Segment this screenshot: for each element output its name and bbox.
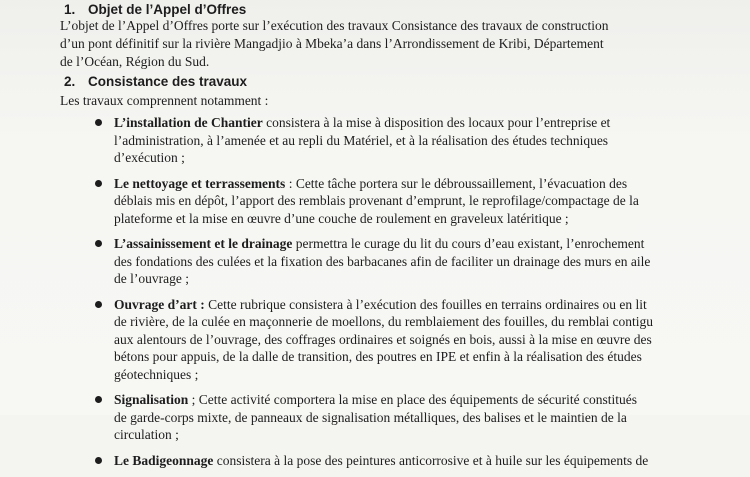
item-lead: L’installation de Chantier xyxy=(114,115,263,130)
item-text: circulation ; xyxy=(114,427,179,442)
section-1-paragraph xyxy=(60,17,700,71)
item-lead: Signalisation xyxy=(114,392,189,407)
section-1-title: Objet de l’Appel d’Offres xyxy=(88,2,247,17)
item-text: de rivière, de la culée en maçonnerie de moellons, du remblaiement des fouilles, du remblai contigu xyxy=(114,314,654,329)
list-item xyxy=(0,114,750,167)
item-text: plateforme et la mise en œuvre d’une couche de roulement en graveleux latéritique ; xyxy=(114,210,569,226)
item-text: de garde-corps mixte, de panneaux de signalisation métalliques, des balises et le maintien de la xyxy=(114,409,627,425)
bullet-icon xyxy=(95,301,102,308)
bullet-icon xyxy=(95,396,102,403)
item-text: déblais mis en dépôt, l’apport des remblais provenant d’emprunt, le reprofilage/compactage de la xyxy=(114,193,639,208)
paragraph-line: de l’Océan, Région du Sud. xyxy=(60,54,210,69)
item-text: bétons pour appuis, de la dalle de transition, des poutres en IPE et enfin à la réalisation des études xyxy=(114,349,642,364)
paragraph-line: d’un pont définitif sur la rivière Mangadjio à Mbeka’a dans l’Arrondissement de Kribi, Département xyxy=(60,36,604,51)
works-list xyxy=(0,114,750,477)
item-text: consistera à la pose des peintures anticorrosive et à huile sur les équipements de xyxy=(213,452,649,468)
item-text: consistera à la mise à disposition des locaux pour l’entreprise et xyxy=(262,115,611,130)
bullet-icon xyxy=(95,180,102,187)
item-text: ; Cette activité comportera la mise en place des équipements de sécurité constitués xyxy=(188,392,637,407)
list-item xyxy=(0,391,750,444)
item-lead: Le nettoyage et terrassements xyxy=(114,175,286,191)
list-item xyxy=(0,296,750,384)
item-text: permettra le curage du lit du cours d’eau existant, l’enrochement xyxy=(292,236,645,251)
section-2-intro: Les travaux comprennent notamment : xyxy=(60,93,269,108)
paragraph-line: L’objet de l’Appel d’Offres porte sur l’exécution des travaux Consistance des travaux de construction xyxy=(60,18,609,33)
item-text: : Cette tâche portera sur le débroussaillement, l’évacuation des xyxy=(285,175,628,191)
section-1-heading xyxy=(64,2,246,18)
section-2-number: 2. xyxy=(64,74,76,89)
bullet-icon xyxy=(95,457,102,464)
bullet-icon xyxy=(95,119,102,126)
item-text: géotechniques ; xyxy=(114,366,199,382)
item-text: de l’ouvrage ; xyxy=(114,271,189,286)
list-item xyxy=(0,175,750,228)
item-text: Cette rubrique consistera à l’exécution des fouilles en terrains ordinaires ou en lit xyxy=(204,296,647,312)
item-text: des fondations des culées et la fixation des barbacanes afin de faciliter un drainage des murs en aile xyxy=(114,253,651,269)
item-text: l’administration, à l’amenée et au repli du Matériel, et à la réalisation des études techniques xyxy=(114,132,609,148)
section-2-heading xyxy=(64,74,247,90)
section-1-number: 1. xyxy=(64,2,76,17)
item-text: d’exécution ; xyxy=(114,150,185,165)
section-2-title: Consistance des travaux xyxy=(88,74,248,89)
list-item xyxy=(0,235,750,288)
item-text: aux alentours de l’ouvrage, des coffrages ordinaires et soignés en bois, aussi à la mise en œuvre des xyxy=(114,331,652,347)
item-lead: Ouvrage d’art : xyxy=(114,296,205,312)
bullet-icon xyxy=(95,240,102,247)
item-lead: Le Badigeonnage xyxy=(114,452,214,468)
list-item xyxy=(0,452,750,470)
item-lead: L’assainissement et le drainage xyxy=(114,236,293,251)
